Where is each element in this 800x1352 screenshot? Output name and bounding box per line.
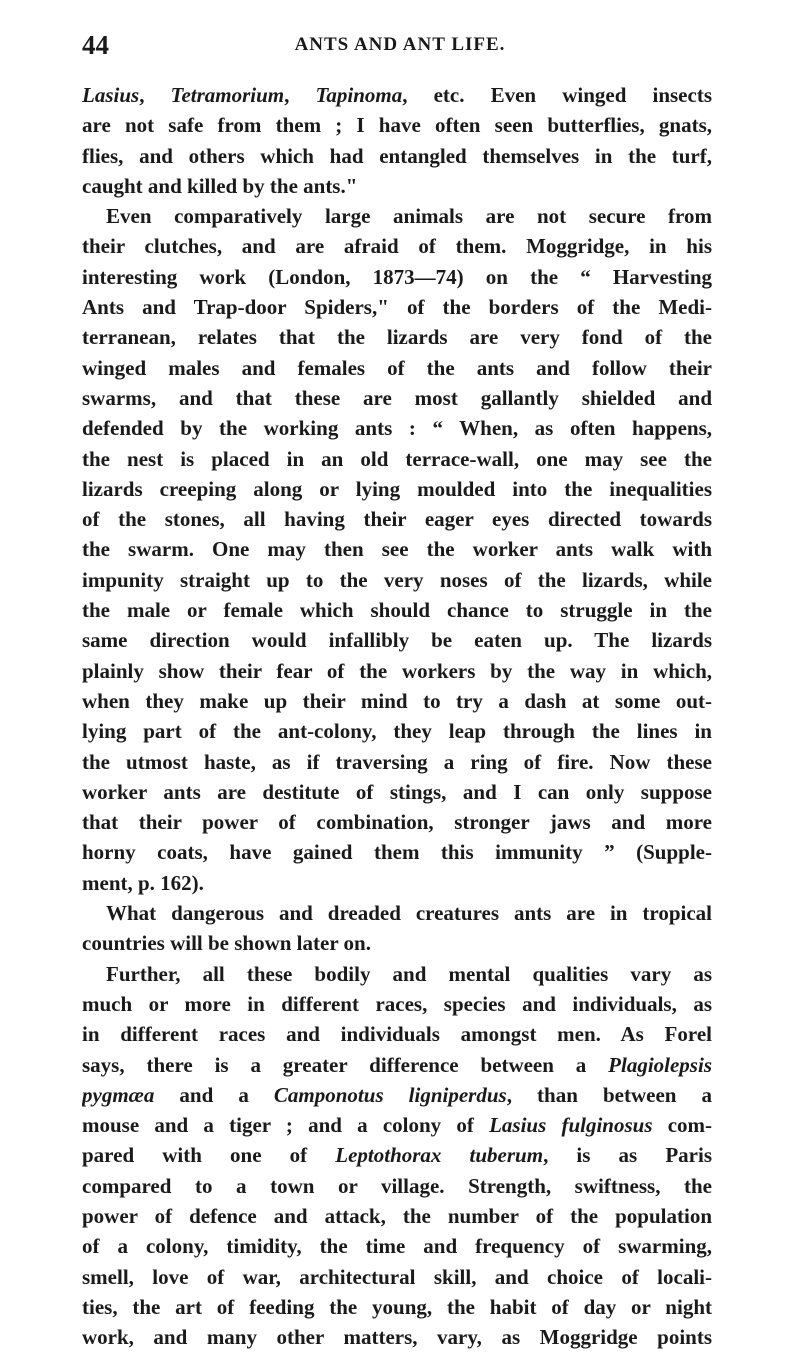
text-line [82,959,712,989]
text-line [82,322,712,352]
text-segment: Ants and Trap-door Spiders," of the borders of the Medi- [82,295,712,320]
italic-text: Tetramorium [170,83,285,107]
text-segment: What dangerous and dreaded creatures ants are in tropical [106,901,712,926]
text-segment: winged males and females of the ants and follow their [82,355,712,380]
text-line [82,1262,712,1292]
page-header [0,30,800,60]
italic-text: Leptothorax tuberum [335,1143,544,1168]
italic-text: Lasius [82,83,140,107]
text-segment: says, there is a greater difference between a [82,1052,609,1077]
italic-text: Lasius fulginosus [489,1113,653,1138]
text-line [82,1019,712,1049]
text-line [82,989,712,1019]
text-line [82,534,712,564]
text-line [82,898,712,928]
text-segment: swarms, and that these are most gallantly shielded and [82,385,712,410]
text-segment: the male or female which should chance to struggle in the [82,598,712,623]
text-segment: of a colony, timidity, the time and frequency of swarming, [82,1234,712,1259]
text-segment: power of defence and attack, the number of the population [82,1203,712,1228]
text-segment: worker ants are destitute of stings, and I can only suppose [82,779,712,804]
text-segment: interesting work (London, 1873—74) on the “ Harvesting [82,264,712,289]
text-line [82,444,712,474]
text-segment: work, and many other matters, vary, as Moggridge points [82,1325,712,1350]
text-segment: defended by the working ants : “ When, as often happens, [82,416,712,441]
text-line [82,201,712,231]
text-segment: Even comparatively large animals are not secure from [106,204,712,229]
text-segment: same direction would infallibly be eaten up. The lizards [82,628,712,653]
text-line [82,171,712,201]
text-line [82,262,712,292]
text-line [82,716,712,746]
running-head: ANTS AND ANT LIFE. [294,34,506,55]
text-segment: smell, love of war, architectural skill, and choice of locali- [82,1264,712,1289]
text-line [82,353,712,383]
text-segment: are not safe from them ; I have often seen butterflies, gnats, [82,113,712,138]
text-line [82,141,712,171]
text-line [82,625,712,655]
text-line [82,565,712,595]
text-line [82,1050,712,1080]
text-segment: of the stones, all having their eager eyes directed towards [82,507,712,532]
text-segment: mouse and a tiger ; and a colony of [82,1113,490,1138]
text-line [82,231,712,261]
page-number: 44 [82,30,109,60]
text-line [82,413,712,443]
text-segment: their clutches, and are afraid of them. Moggridge, in his [82,234,712,259]
text-segment: countries will be shown later on. [82,931,371,956]
text-segment: terranean, relates that the lizards are very fond of the [82,325,712,350]
text-segment: , is as Paris [543,1143,712,1168]
text-segment: caught and killed by the ants." [82,173,358,198]
text-segment: the swarm. One may then see the worker ants walk with [82,537,712,562]
text-segment: , [139,83,171,107]
text-line [82,1110,712,1140]
text-segment: lizards creeping along or lying moulded into the inequalities [82,476,712,501]
text-segment: horny coats, have gained them this immunity ” (Supple- [82,840,712,865]
text-line [82,777,712,807]
text-segment: ment, p. 162). [82,870,204,895]
text-line [82,504,712,534]
text-segment: ties, the art of feeding the young, the habit of day or night [82,1294,712,1319]
text-segment: , than between a [506,1082,712,1107]
text-segment: flies, and others which had entangled themselves in the turf, [82,143,712,168]
text-line [82,474,712,504]
text-segment: when they make up their mind to try a dash at some out- [82,688,712,713]
text-line [82,1140,712,1170]
italic-text: Tapinoma [315,83,403,107]
text-segment: that their power of combination, stronger jaws and more [82,810,712,835]
text-segment: lying part of the ant-colony, they leap through the lines in [82,719,712,744]
text-line [82,1231,712,1261]
text-line [82,1171,712,1201]
text-segment: , [284,83,316,107]
text-segment: the utmost haste, as if traversing a ring of fire. Now these [82,749,712,774]
text-line [82,747,712,777]
text-line [82,292,712,322]
text-segment: pared with one of [82,1143,336,1168]
text-line [82,1080,712,1110]
text-segment: much or more in different races, species and individuals, as [82,991,712,1016]
text-segment: , etc. Even winged insects [402,83,712,107]
italic-text: pygmæa [82,1082,155,1107]
text-line [82,1322,712,1352]
text-line [82,807,712,837]
text-segment: plainly show their fear of the workers by the way in which, [82,658,712,683]
text-line [82,110,712,140]
text-line [82,80,712,110]
text-segment: the nest is placed in an old terrace-wall, one may see the [82,446,712,471]
italic-text: Camponotus ligniperdus [273,1082,507,1107]
text-line [82,1201,712,1231]
text-segment: impunity straight up to the very noses of the lizards, while [82,567,712,592]
text-line [82,595,712,625]
text-line [82,928,712,958]
text-segment: compared to a town or village. Strength, swiftness, the [82,1173,712,1198]
italic-text: Plagiolepsis [608,1052,712,1077]
text-segment: in different races and individuals amongst men. As Forel [82,1022,712,1047]
text-line [82,868,712,898]
text-line [82,686,712,716]
text-segment: Further, all these bodily and mental qualities vary as [106,961,712,986]
body-text [82,80,712,1352]
text-segment: com- [652,1113,712,1138]
text-line [82,383,712,413]
text-segment: and a [154,1082,274,1107]
text-line [82,1292,712,1322]
text-line [82,656,712,686]
text-line [82,837,712,867]
